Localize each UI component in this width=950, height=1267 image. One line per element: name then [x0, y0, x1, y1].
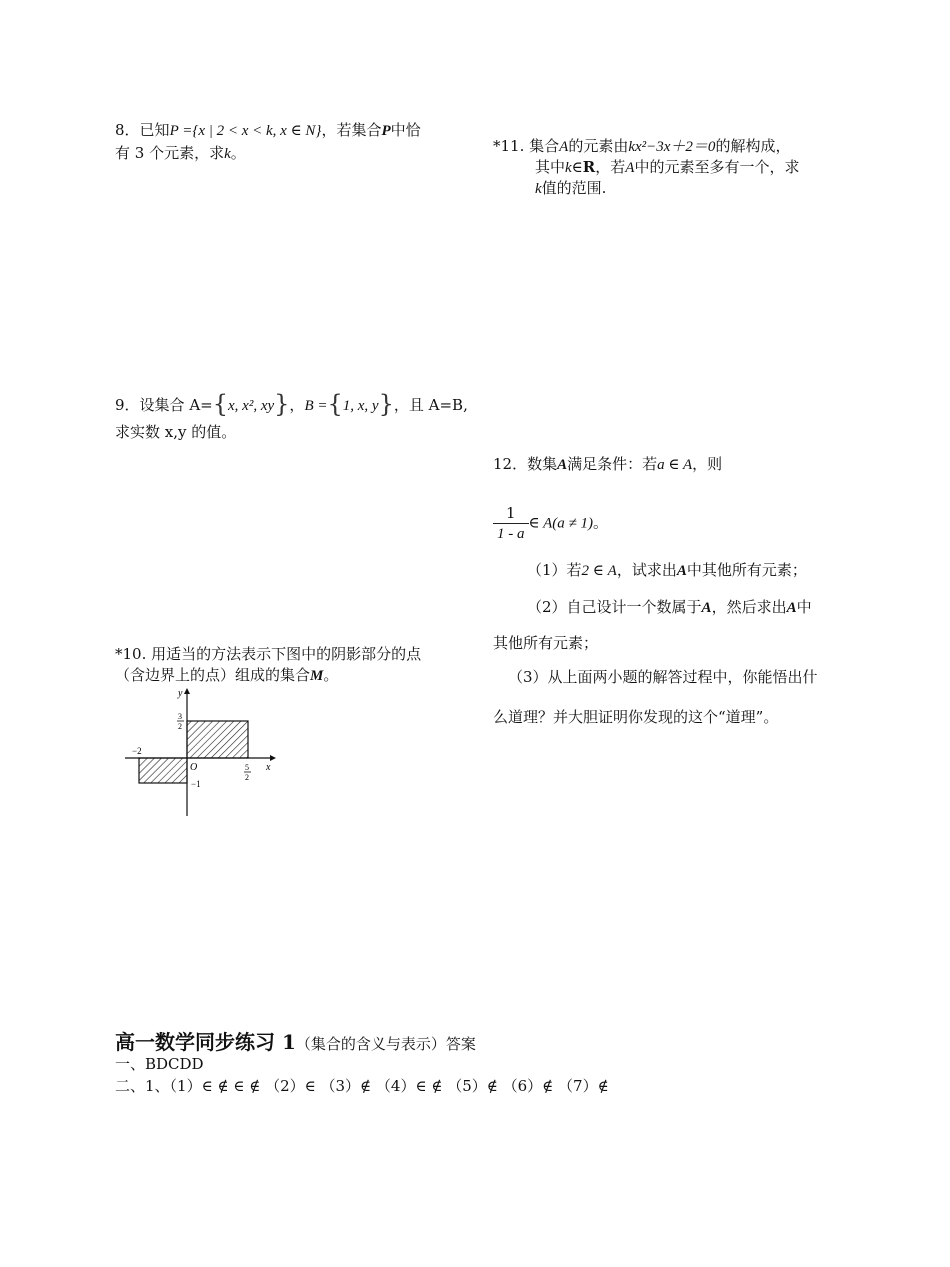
tick-y-pos-num: 3 — [178, 712, 182, 721]
q9-line1: 9．设集合 A={x, x², xy}，B ={1, x, y}，且 A=B, — [115, 390, 468, 418]
q12-number: 12． — [493, 455, 528, 473]
q11-line3: k值的范围. — [535, 179, 607, 197]
q12-condition-fraction: $\frac{1}{1 - a}$ ∈ A(a ≠ 1)。 — [493, 503, 608, 544]
q11-equation: kx²−3x＋2＝0 — [628, 139, 716, 155]
shaded-rect-upper — [187, 721, 248, 758]
tick-x-pos-num: 5 — [245, 763, 249, 772]
q10-line1: *10. 用适当的方法表示下图中的阴影部分的点 — [115, 645, 422, 663]
q8-line1: 8．已知P ={x | 2 < x < k, x ∈ N}，若集合P中恰 — [115, 121, 421, 139]
q12-part2: （2）自己设计一个数属于A，然后求出A中 — [527, 598, 812, 616]
q11-line2: 其中k∈R，若A中的元素至多有一个，求 — [535, 158, 800, 176]
q12-part2-line2: 其他所有元素； — [493, 634, 599, 652]
q9-line2: 求实数 x,y 的值。 — [115, 423, 237, 441]
x-axis-arrow — [270, 755, 276, 761]
q9-set-a: x, x², xy — [228, 398, 275, 414]
tick-y-pos-den: 2 — [178, 722, 182, 731]
q12-part1: （1）若2 ∈ A，试求出A中其他所有元素； — [527, 561, 807, 579]
origin-label: O — [190, 762, 198, 773]
x-axis-label: x — [266, 762, 271, 773]
q9-number: 9． — [115, 396, 140, 414]
tick-y-neg: −1 — [191, 779, 201, 789]
q8-line2: 有 3 个元素，求k。 — [115, 144, 246, 162]
answers-title: 高一数学同步练习 1（集合的含义与表示）答案 — [115, 1030, 476, 1054]
shaded-rect-lower — [139, 758, 187, 783]
q10-figure — [120, 686, 280, 821]
q12-part3-line1: （3）从上面两小题的解答过程中，你能悟出什 — [508, 668, 818, 686]
q11-number: *11. — [493, 137, 525, 155]
answers-row-2: 二、1、（1）∈ ∉ ∈ ∉ （2）∈ （3）∉ （4）∈ ∉ （5）∉ （6）∉ （7）∉ — [115, 1077, 609, 1095]
q8-number: 8． — [115, 121, 140, 139]
tick-x-pos-den: 2 — [245, 773, 249, 782]
y-axis-label: y — [178, 688, 183, 699]
q12-line1: 12．数集A满足条件：若a ∈ A，则 — [493, 455, 723, 473]
q9-set-b: 1, x, y — [342, 398, 379, 414]
q10-number: *10. — [115, 645, 147, 663]
y-axis-arrow — [184, 688, 190, 694]
q10-line2: （含边界上的点）组成的集合M。 — [115, 666, 339, 684]
q12-part3-line2: 么道理？并大胆证明你发现的这个“道理”。 — [493, 708, 779, 726]
answers-row-1: 一、BDCDD — [115, 1055, 204, 1073]
q11-line1: *11. 集合A的元素由kx²−3x＋2＝0的解构成， — [493, 137, 791, 155]
q8-set-expression: P ={x | 2 < x < k, x ∈ N} — [169, 123, 322, 139]
tick-x-neg: −2 — [132, 746, 142, 756]
